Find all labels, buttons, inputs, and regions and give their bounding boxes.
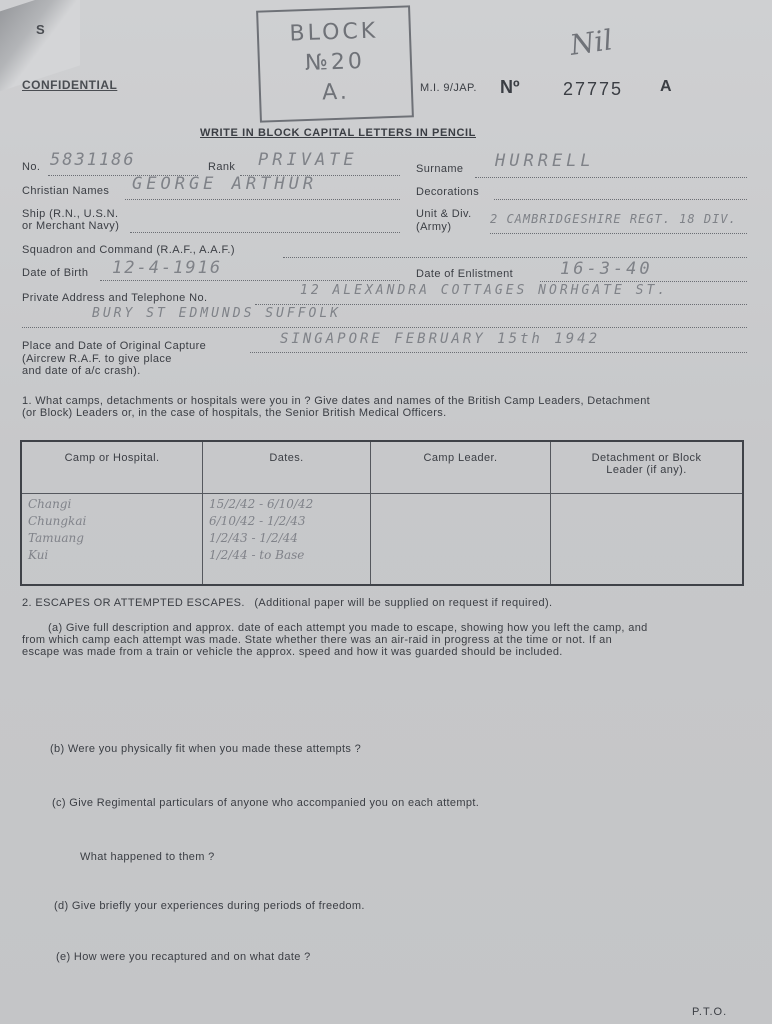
question-2d: (d) Give briefly your experiences during periods of freedom. <box>54 900 365 912</box>
handwritten-nil: Nil <box>567 23 615 62</box>
capture-label-1: Place and Date of Original Capture <box>22 340 207 352</box>
camps-cell-detachment <box>551 494 744 586</box>
camp-dates: 6/10/42 - 1/2/43 <box>209 514 306 528</box>
decorations-label: Decorations <box>416 186 480 198</box>
enlistment-value: 16-3-40 <box>560 259 653 279</box>
form-number: 27775 <box>563 79 624 99</box>
unit-value: 2 CAMBRIDGESHIRE REGT. 18 DIV. <box>490 212 737 226</box>
stamp-line-3: A. <box>321 79 351 106</box>
christian-names-value: GEORGE ARTHUR <box>132 174 318 194</box>
camp-dates: 15/2/42 - 6/10/42 <box>209 497 314 511</box>
camps-header-camp: Camp or Hospital. <box>21 441 203 494</box>
camp-name: Tamuang <box>28 531 84 545</box>
corner-mark: S <box>36 22 45 37</box>
number-label: Nº <box>500 77 520 97</box>
question-2a-line-2: from which camp each attempt was made. State whether there was an air-raid in progress at the time or not. If an <box>22 634 613 646</box>
unit-label-2: (Army) <box>416 221 452 233</box>
question-1-line-1: 1. What camps, detachments or hospitals were you in ? Give dates and names of the British Camp Leaders, Detachment <box>22 395 651 407</box>
instruction-heading: WRITE IN BLOCK CAPITAL LETTERS IN PENCIL <box>200 127 476 139</box>
camp-dates: 1/2/44 - to Base <box>209 548 305 562</box>
mi-reference: M.I. 9/JAP. <box>420 82 477 94</box>
question-2b: (b) Were you physically fit when you made these attempts ? <box>50 743 362 755</box>
service-number-value: 5831186 <box>50 150 136 170</box>
pto-label: P.T.O. <box>692 1006 728 1018</box>
question-2c-followup: What happened to them ? <box>80 851 215 863</box>
camps-header-leader: Camp Leader. <box>371 441 551 494</box>
enlistment-label: Date of Enlistment <box>416 268 514 280</box>
question-2a-line-3: escape was made from a train or vehicle the approx. speed and how it was guarded should be included. <box>22 646 563 658</box>
capture-value: SINGAPORE FEBRUARY 15th 1942 <box>280 331 601 347</box>
camps-cell-leader <box>371 494 551 586</box>
question-2-note: (Additional paper will be supplied on request if required). <box>254 597 553 609</box>
question-2-title: 2. ESCAPES OR ATTEMPTED ESCAPES. <box>22 597 245 609</box>
squadron-label: Squadron and Command (R.A.F., A.A.F.) <box>22 244 235 256</box>
christian-names-label: Christian Names <box>22 185 110 197</box>
question-2a-line-1: (a) Give full description and approx. date of each attempt you made to escape, showing how you left the camp, and <box>48 622 648 634</box>
camps-header-detachment: Detachment or Block Leader (if any). <box>551 441 744 494</box>
classification-label: CONFIDENTIAL <box>22 78 118 92</box>
question-2e: (e) How were you recaptured and on what date ? <box>56 951 311 963</box>
capture-label-2: (Aircrew R.A.F. to give place <box>22 353 172 365</box>
stamp-line-2: №20 <box>304 48 366 77</box>
camps-cell-camps <box>21 494 203 586</box>
unit-label-1: Unit & Div. <box>416 208 472 220</box>
question-2-heading <box>22 597 553 609</box>
camps-header-dates: Dates. <box>203 441 371 494</box>
camp-dates: 1/2/43 - 1/2/44 <box>209 531 298 545</box>
ship-label-2: or Merchant Navy) <box>22 220 120 232</box>
dob-label: Date of Birth <box>22 267 89 279</box>
rank-value: PRIVATE <box>258 150 358 170</box>
address-line-2: BURY ST EDMUNDS SUFFOLK <box>92 306 342 321</box>
camp-name: Kui <box>28 548 49 562</box>
question-2c: (c) Give Regimental particulars of anyone who accompanied you on each attempt. <box>52 797 480 809</box>
dob-value: 12-4-1916 <box>112 258 223 278</box>
camps-cell-dates <box>203 494 371 586</box>
camp-name: Changi <box>28 497 72 511</box>
surname-label: Surname <box>416 163 464 175</box>
table-row <box>21 494 743 586</box>
ship-label-1: Ship (R.N., U.S.N. <box>22 208 119 220</box>
block-stamp <box>256 5 414 122</box>
surname-value: HURRELL <box>495 151 595 171</box>
camps-table <box>20 440 744 586</box>
stamp-line-1: BLOCK <box>289 18 379 47</box>
no-label: No. <box>22 161 41 173</box>
rank-label: Rank <box>208 161 236 173</box>
camp-name: Chungkai <box>28 514 87 528</box>
capture-label-3: and date of a/c crash). <box>22 365 141 377</box>
question-1-line-2: (or Block) Leaders or, in the case of hospitals, the Senior British Medical Officers. <box>22 407 447 419</box>
address-line-1: 12 ALEXANDRA COTTAGES NORHGATE ST. <box>300 283 669 298</box>
address-label: Private Address and Telephone No. <box>22 292 208 304</box>
form-series: A <box>660 78 672 95</box>
